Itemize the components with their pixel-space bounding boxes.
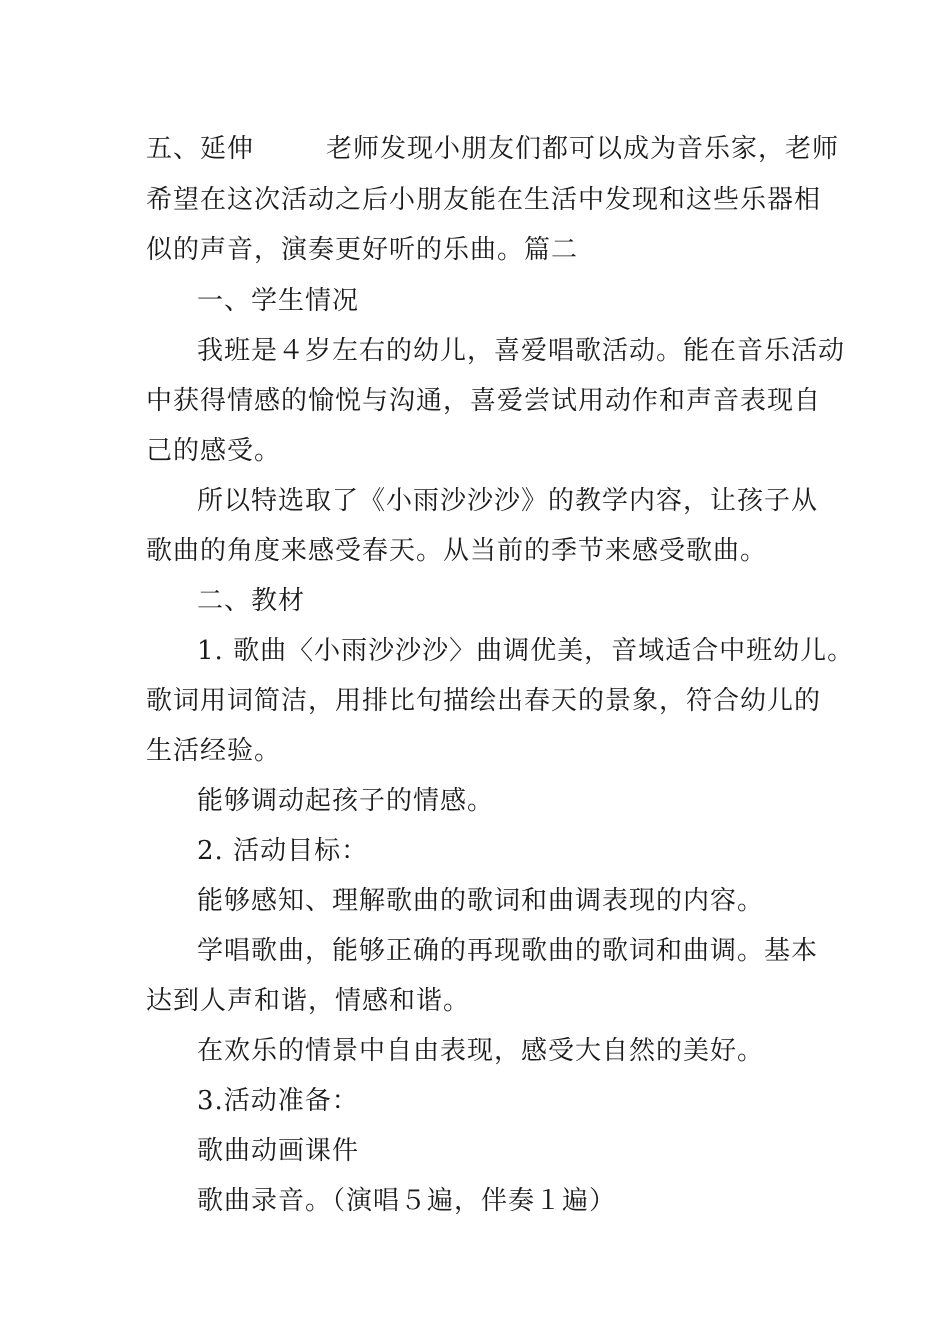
paragraph-line: 歌曲动画课件 — [197, 1136, 360, 1166]
paragraph-line: 中获得情感的愉悦与沟通，喜爱尝试用动作和声音表现自 — [146, 386, 822, 416]
paragraph-line: 歌曲录音。（演唱５遍，伴奏１遍） — [197, 1186, 617, 1216]
paragraph-line: 在欢乐的情景中自由表现，感受大自然的美好。 — [197, 1036, 765, 1066]
paragraph-line: 我班是４岁左右的幼儿，喜爱唱歌活动。能在音乐活动 — [197, 336, 846, 366]
paragraph-line: 歌曲的角度来感受春天。从当前的季节来感受歌曲。 — [146, 536, 768, 566]
paragraph-line: 能够感知、理解歌曲的歌词和曲调表现的内容。 — [197, 886, 765, 916]
paragraph-line: 能够调动起孩子的情感。 — [197, 786, 495, 816]
paragraph-line: 学唱歌曲，能够正确的再现歌曲的歌词和曲调。基本 — [197, 936, 819, 966]
paragraph-line: 1. 歌曲〈小雨沙沙沙〉曲调优美，音域适合中班幼儿。 — [197, 636, 855, 666]
paragraph-line: 歌词用词简洁，用排比句描绘出春天的景象，符合幼儿的 — [146, 686, 822, 716]
paragraph-line: 希望在这次活动之后小朋友能在生活中发现和这些乐器相 — [146, 185, 822, 215]
paragraph-line: 己的感受。 — [146, 436, 282, 466]
section-five-heading: 五、延伸 — [146, 134, 255, 164]
section-heading: 一、学生情况 — [197, 286, 360, 316]
section-five-heading-line — [146, 132, 839, 166]
paragraph-line: 所以特选取了《小雨沙沙沙》的教学内容，让孩子从 — [197, 486, 819, 516]
paragraph-text: 老师发现小朋友们都可以成为音乐家，老师 — [326, 134, 840, 164]
list-item-heading: 2. 活动目标： — [197, 836, 369, 866]
list-item-heading: 3.活动准备： — [197, 1086, 359, 1116]
paragraph-line: 生活经验。 — [146, 736, 282, 766]
section-heading: 二、教材 — [197, 586, 306, 616]
paragraph-line: 似的声音，演奏更好听的乐曲。篇二 — [146, 235, 579, 265]
paragraph-line: 达到人声和谐，情感和谐。 — [146, 986, 471, 1016]
